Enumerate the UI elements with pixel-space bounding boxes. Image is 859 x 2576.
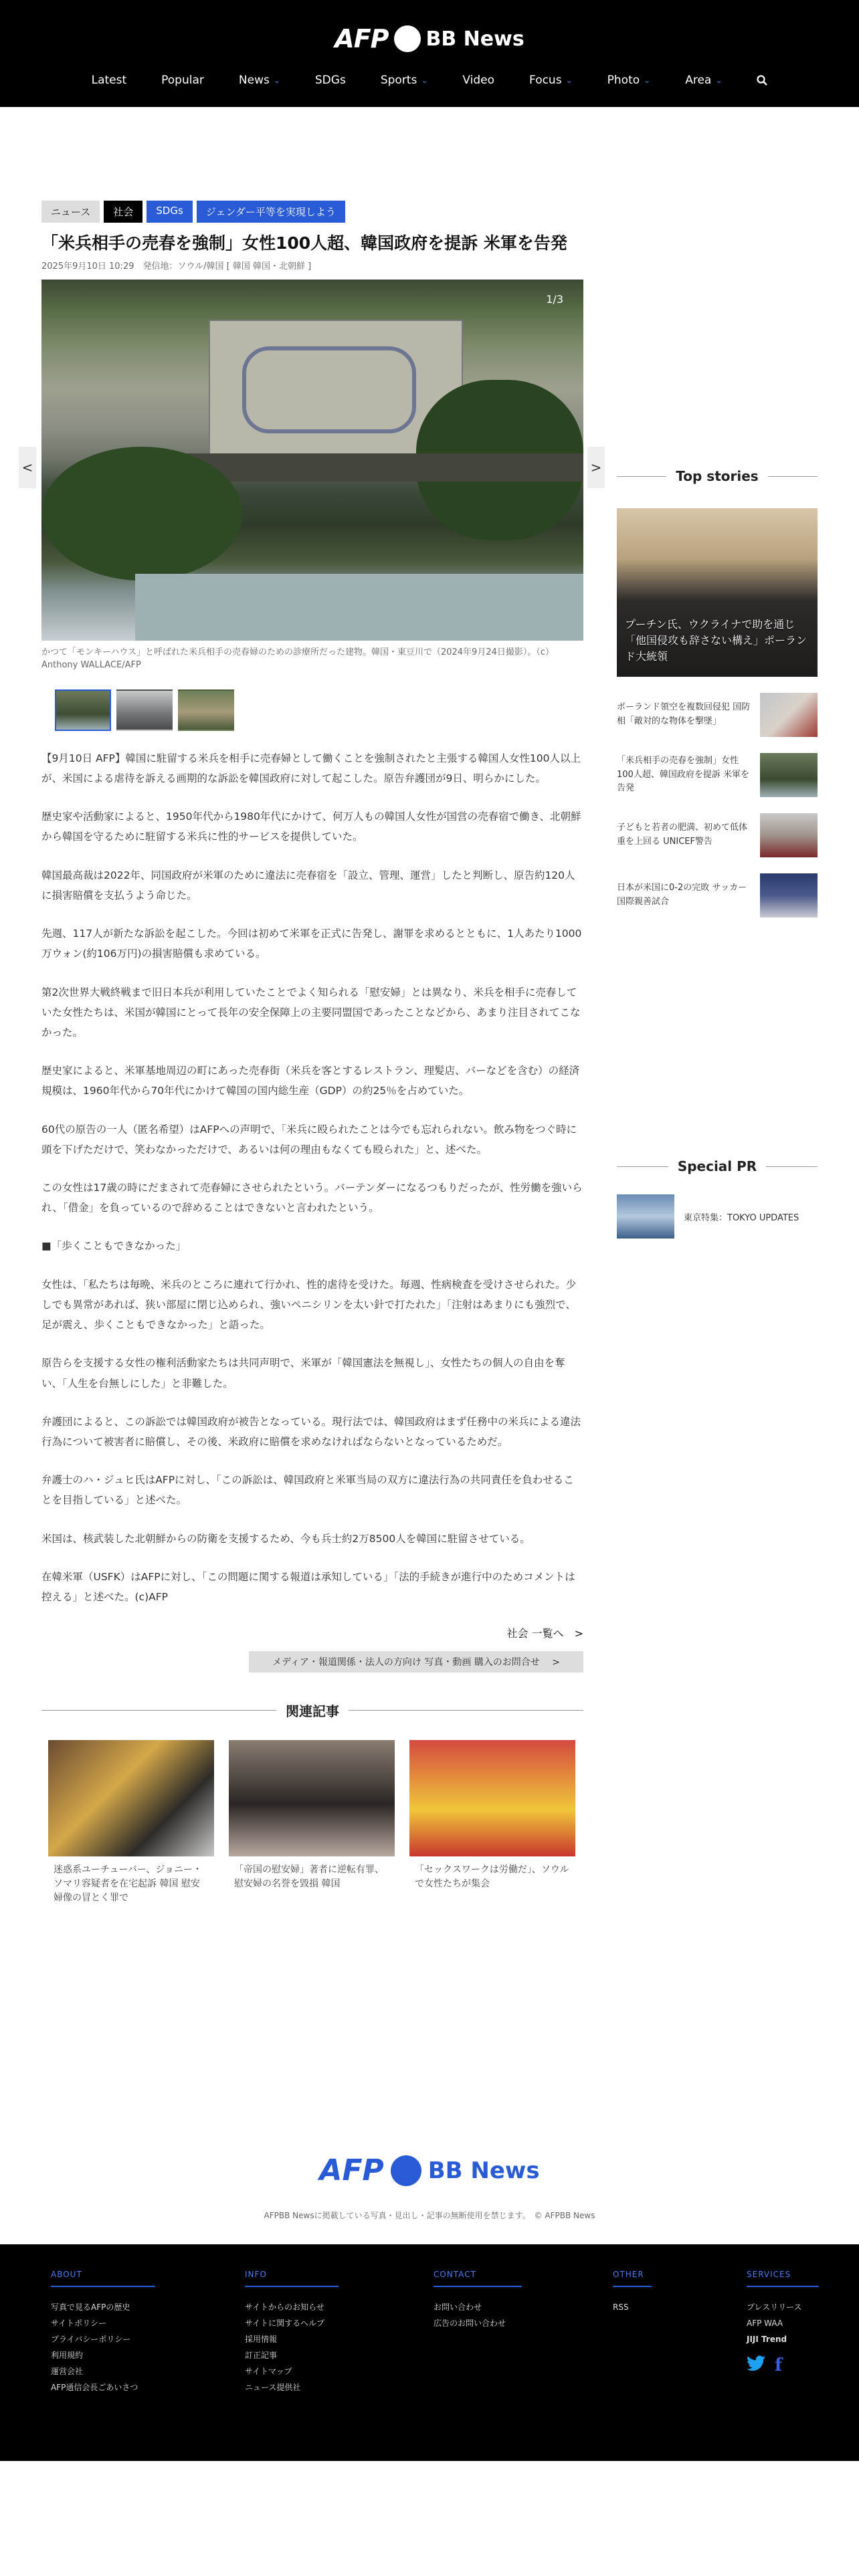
article-meta: 2025年9月10日 10:29 発信地：ソウル/韓国 [ 韓国 韓国・北朝鮮 ] xyxy=(41,261,312,272)
tag-list xyxy=(41,201,583,223)
photo-counter: 1/3 xyxy=(546,292,563,306)
footer-link[interactable]: 運営会社 xyxy=(51,2367,84,2376)
chevron-down-icon: ⌄ xyxy=(644,76,651,85)
footer-logo-text: AFP xyxy=(319,2153,384,2187)
article-paragraph: 弁護団によると、この訴訟では韓国政府が被告となっている。現行法では、韓国政府はまず任務中の米兵による違法行為について被害者に賠償し、その後、米政府に賠償を求めなければならないとなっているためだ。 xyxy=(41,1415,581,1448)
footer-link[interactable]: プレスリリース xyxy=(747,2302,802,2312)
article-body xyxy=(41,748,583,1608)
article-photo[interactable] xyxy=(41,280,583,641)
top-story-title: 「米兵相手の売春を強制」女性100人超、韓国政府を提訴 米軍を告発 xyxy=(617,755,749,794)
photo-thumbnail[interactable] xyxy=(55,689,111,731)
divider xyxy=(41,1710,276,1711)
article-paragraph: 原告らを支援する女性の権利活動家たちは共同声明で、米軍が「韓国憲法を無視し」、女性たちの個人の自由を奪い、「人生を台無しにした」と非難した。 xyxy=(41,1357,565,1390)
footer-logo-suffix: BB News xyxy=(427,2157,540,2184)
pr-title: 東京特集：TOKYO UPDATES xyxy=(684,1212,799,1223)
photo-next-button[interactable]: > xyxy=(587,447,605,488)
footer-link[interactable]: 利用規約 xyxy=(51,2351,84,2360)
footer-col-title: SERVICES xyxy=(747,2270,819,2287)
related-thumbnail xyxy=(48,1740,214,1856)
photo-thumbnail[interactable] xyxy=(178,689,234,731)
facebook-icon[interactable]: f xyxy=(775,2355,783,2375)
search-icon[interactable] xyxy=(757,74,767,87)
footer-link[interactable]: AFP通信会長ごあいさつ xyxy=(51,2383,138,2392)
article-title: 「米兵相手の売春を強制」女性100人超、韓国政府を提訴 米軍を告発 xyxy=(41,233,567,253)
footer-col-services xyxy=(747,2270,819,2376)
related-heading: 関連記事 xyxy=(286,1703,339,1720)
special-pr xyxy=(617,1158,818,1239)
photo-prev-button[interactable]: < xyxy=(19,447,36,488)
top-story-title: 日本が米国に0-2の完敗 サッカー国際親善試合 xyxy=(617,883,747,907)
top-story-title: 子どもと若者の肥満、初めて低体重を上回る UNICEF警告 xyxy=(617,823,748,847)
chevron-down-icon: ⌄ xyxy=(273,76,280,85)
footer-link[interactable]: 訂正記事 xyxy=(245,2351,278,2360)
footer-col-other xyxy=(613,2270,652,2315)
special-pr-heading: Special PR xyxy=(677,1158,757,1174)
photo-thumbnail[interactable] xyxy=(116,689,173,731)
logo-text: AFP xyxy=(335,24,389,53)
category-list-link[interactable]: 社会 一覧へ > xyxy=(506,1627,583,1640)
article-paragraph: 女性は、「私たちは毎晩、米兵のところに連れて行かれ、性的虐待を受けた。毎週、性病検査を受けさせられた。少しでも異常があれば、狭い部屋に閉じ込められ、強いペニシリンを太い針で打たれた」「注射はあまりにも強烈で、足が震え、歩くこともできなかった」と語った。 xyxy=(41,1278,577,1331)
top-story-item[interactable] xyxy=(617,813,818,857)
related-title: 迷惑系ユーチューバー、ジョニー・ソマリ容疑者を在宅起訴 韓国 慰安婦像の冒とく罪で xyxy=(54,1864,203,1904)
footer-link[interactable]: 採用情報 xyxy=(245,2335,278,2344)
related-card[interactable] xyxy=(409,1740,575,1905)
sidebar xyxy=(617,468,818,1239)
tag-gender-equality[interactable]: ジェンダー平等を実現しよう xyxy=(197,201,345,223)
site-footer xyxy=(0,2244,859,2461)
footer-col-contact xyxy=(434,2270,522,2331)
top-story-thumbnail xyxy=(760,813,818,857)
top-story-thumbnail xyxy=(760,753,818,797)
related-title: 「帝国の慰安婦」著者に逆転有罪、慰安婦の名誉を毀損 韓国 xyxy=(234,1864,384,1890)
footer-link[interactable]: 写真で見るAFPの歴史 xyxy=(51,2302,130,2312)
pr-item[interactable] xyxy=(617,1194,818,1239)
footer-col-title: OTHER xyxy=(613,2270,652,2287)
article xyxy=(41,201,583,1905)
top-story-item[interactable] xyxy=(617,693,818,737)
footer-link[interactable]: 広告のお問い合わせ xyxy=(434,2319,506,2328)
main-nav xyxy=(0,74,859,87)
article-paragraph: 歴史家によると、米軍基地周辺の町にあった売春街（米兵を客とするレストラン、理髪店、バーなどを含む）の経済規模は、1960年代から70年代にかけて韓国の国内総生産（GDP）の約25％を占めていた。 xyxy=(41,1065,580,1097)
top-story-item[interactable] xyxy=(617,873,818,918)
footer-link[interactable]: サイトに関するヘルプ xyxy=(245,2319,325,2328)
article-paragraph: 韓国最高裁は2022年、同国政府が米軍のために違法に売春宿を「設立、管理、運営」したと判断し、原告約120人に損害賠償を支払うよう命じた。 xyxy=(41,869,575,901)
site-header xyxy=(0,0,859,107)
tag-sdgs[interactable]: SDGs xyxy=(147,201,193,223)
footer-link[interactable]: ニュース提供社 xyxy=(245,2383,301,2392)
chevron-down-icon: ⌄ xyxy=(715,76,723,85)
article-paragraph: 弁護士のハ・ジュヒ氏はAFPに対し、「この訴訟は、韓国政府と米軍当局の双方に違法行為の共同責任を負わせることを目指している」と述べた。 xyxy=(41,1474,574,1507)
top-story-thumbnail xyxy=(760,693,818,737)
purchase-inquiry-button[interactable]: メディア・報道関係・法人の方向け 写真・動画 購入のお問合せ > xyxy=(249,1651,583,1673)
jiji-trend-logo[interactable]: JIJI Trend xyxy=(747,2335,787,2344)
nav-item-sports[interactable]: Sports ⌄ xyxy=(380,74,428,87)
pr-thumbnail xyxy=(617,1194,674,1239)
footer-link[interactable]: RSS xyxy=(613,2302,629,2312)
site-logo[interactable] xyxy=(0,24,859,53)
nav-item-photo[interactable]: Photo ⌄ xyxy=(607,74,651,87)
article-paragraph: 先週、117人が新たな訴訟を起こした。今回は初めて米軍を正式に告発し、謝罪を求めるとともに、1人あたり1000万ウォン(約106万円)の損害賠償も求めている。 xyxy=(41,928,582,960)
nav-item-popular[interactable]: Popular xyxy=(161,74,204,87)
divider xyxy=(617,1166,668,1167)
footer-col-title: CONTACT xyxy=(434,2270,522,2287)
article-paragraph: 在韓米軍（USFK）はAFPに対し、「この問題に関する報道は承知している」「法的手続きが進行中のためコメントは控える」と述べた。(c)AFP xyxy=(41,1570,575,1604)
nav-item-news[interactable]: News ⌄ xyxy=(238,74,280,87)
article-paragraph: 歴史家や活動家によると、1950年代から1980年代にかけて、何万人もの韓国人女性が国営の売春宿で働き、北朝鮮から韓国を守るために駐留する米兵に性的サービスを提供していた。 xyxy=(41,811,581,843)
social-links xyxy=(747,2355,819,2376)
related-title: 「セックスワークは労働だ」、ソウルで女性たちが集会 xyxy=(415,1864,569,1890)
footer-link[interactable]: お問い合わせ xyxy=(434,2302,482,2312)
footer-link[interactable]: サイトマップ xyxy=(245,2367,292,2376)
article-subheading: ■「歩くこともできなかった」 xyxy=(41,1240,187,1253)
divider xyxy=(766,1166,818,1167)
feature-caption: プーチン氏、ウクライナで助を通じ「他国侵攻も辞さない構え」ポーランド大統領 xyxy=(625,618,807,663)
top-story-title: ポーランド領空を複数回侵犯 国防相「敵対的な物体を撃墜」 xyxy=(617,702,751,726)
copyright-text: AFPBB Newsに掲載している写真・見出し・記事の無断使用を禁じます。 © AFPBB News xyxy=(264,2211,595,2220)
footer-link[interactable]: サイトからのお知らせ xyxy=(245,2302,324,2312)
footer-link[interactable]: プライバシーポリシー xyxy=(51,2335,131,2344)
logo-dot xyxy=(394,25,421,52)
logo-dot xyxy=(391,2155,421,2186)
article-paragraph: 第2次世界大戦終戦まで旧日本兵が利用していたことでよく知られる「慰安婦」とは異なり、米兵を相手に売春していた女性たちは、米国が韓国にとって長年の安全保障上の主要同盟国であったことなどから、あまり注目されてこなかった。 xyxy=(41,986,581,1039)
top-story-item[interactable] xyxy=(617,753,818,797)
nav-item-area[interactable]: Area ⌄ xyxy=(685,74,723,87)
tag-society[interactable]: 社会 xyxy=(104,201,142,223)
divider xyxy=(617,476,666,477)
nav-item-sdgs[interactable]: SDGs xyxy=(314,74,346,87)
footer-col-info xyxy=(245,2270,339,2395)
chevron-down-icon: ⌄ xyxy=(421,76,428,85)
nav-item-latest[interactable]: Latest xyxy=(91,74,127,87)
photo-thumbnails xyxy=(55,689,583,731)
top-story-feature[interactable] xyxy=(617,508,818,677)
article-paragraph: 米国は、核武装した北朝鮮からの防衛を支援するため、今も兵士約2万8500人を韓国に駐留させている。 xyxy=(41,1532,531,1545)
article-paragraph: 60代の原告の一人（匿名希望）はAFPへの声明で、「米兵に殴られたことは今でも忘れられない。飲み物をつぐ時に頭を下げただけで、笑わなかっただけで、あるいは何の理由もなくても殴られた」と、述べた。 xyxy=(41,1123,577,1156)
top-story-thumbnail xyxy=(760,873,818,918)
nav-item-focus[interactable]: Focus ⌄ xyxy=(529,74,573,87)
footer-col-title: ABOUT xyxy=(51,2270,155,2287)
related-card[interactable] xyxy=(229,1740,395,1905)
chevron-down-icon: ⌄ xyxy=(565,76,573,85)
twitter-icon[interactable] xyxy=(747,2355,765,2376)
divider xyxy=(768,476,818,477)
related-thumbnail xyxy=(409,1740,575,1856)
divider xyxy=(349,1710,583,1711)
logo-suffix: BB News xyxy=(425,27,524,51)
footer-col-about xyxy=(51,2270,155,2395)
related-thumbnail xyxy=(229,1740,395,1856)
top-stories-heading: Top stories xyxy=(676,468,759,484)
footer-logo[interactable] xyxy=(0,2153,859,2187)
footer-link[interactable]: AFP WAA xyxy=(747,2319,783,2328)
footer-col-title: INFO xyxy=(245,2270,339,2287)
tag-news[interactable]: ニュース xyxy=(41,201,100,223)
nav-item-video[interactable]: Video xyxy=(462,74,495,87)
article-paragraph: この女性は17歳の時にだまされて売春婦にさせられたという。バーテンダーになるつもりだったが、性労働を強いられ、「借金」を負っているので辞めることはできないと言われたという。 xyxy=(41,1182,583,1214)
footer-link[interactable]: サイトポリシー xyxy=(51,2319,107,2328)
article-paragraph: 【9月10日 AFP】韓国に駐留する米兵を相手に売春婦として働くことを強制されたと主張する韓国人女性100人以上が、米国による虐待を訴える画期的な訴訟を韓国政府に対して起こした。原告弁護団が9日、明らかにした。 xyxy=(41,752,581,784)
related-articles xyxy=(41,1701,583,1905)
photo-caption: かつて「モンキーハウス」と呼ばれた米兵相手の売春婦のための診療所だった建物。韓国・東豆川で（2024年9月24日撮影）。（c）Anthony WALLACE/AFP xyxy=(41,647,555,671)
related-card[interactable] xyxy=(48,1740,214,1905)
